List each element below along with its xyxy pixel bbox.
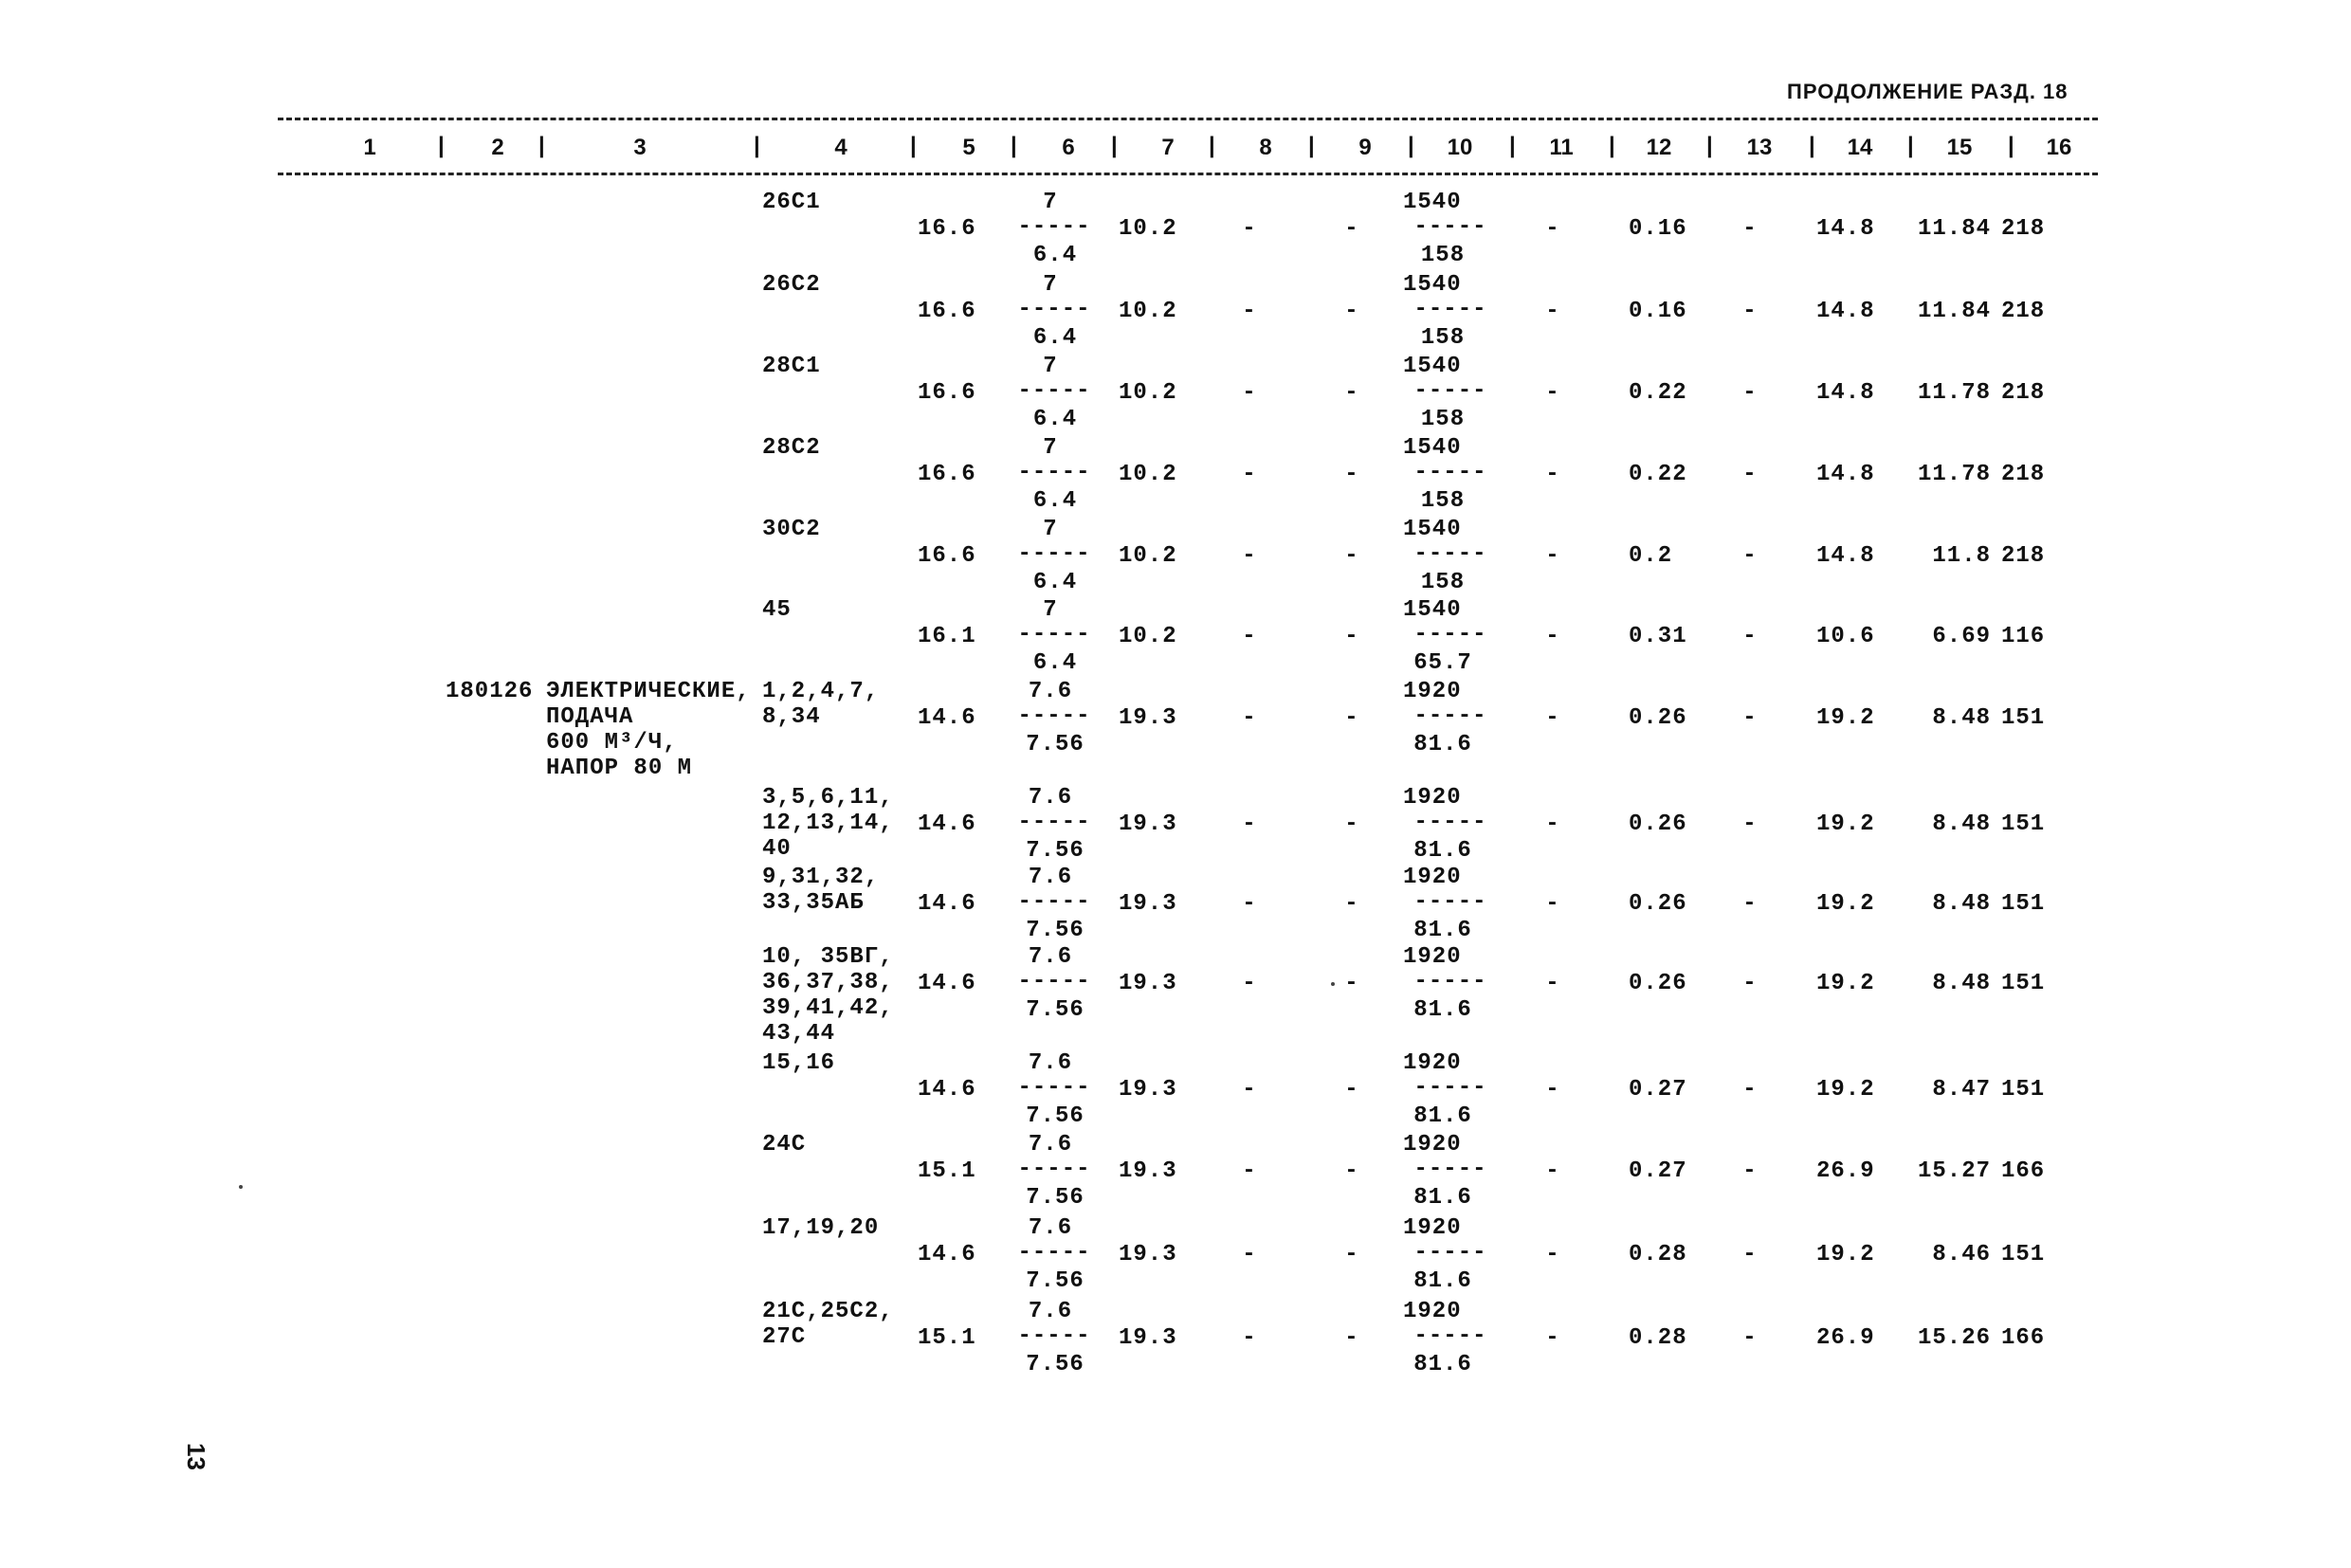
cell-col5: 14.6 (918, 1077, 976, 1103)
cell-col10-denominator: 81.6 (1413, 918, 1472, 943)
cell-col15: 15.26 (1917, 1325, 1991, 1351)
cell-col5: 14.6 (918, 891, 976, 917)
cell-col13: - (1742, 462, 1758, 487)
cell-col11: - (1545, 624, 1560, 649)
cell-col9: - (1344, 811, 1359, 837)
cell-item-numbers: 17,19,20 (762, 1215, 880, 1241)
cell-item-numbers: 10, 35ВГ, (762, 944, 894, 970)
column-separator: | (910, 133, 917, 158)
cell-col6-numerator: 7 (1043, 190, 1058, 215)
cell-item-numbers: 21С,25С2, (762, 1299, 894, 1324)
cell-col15: 11.78 (1917, 462, 1991, 487)
cell-col6-numerator: 7.6 (1028, 1132, 1073, 1158)
cell-col10-denominator: 81.6 (1413, 997, 1472, 1023)
column-separator: | (1111, 133, 1118, 158)
cell-col16: 218 (2001, 543, 2046, 569)
cell-col6-denominator: 6.4 (1032, 650, 1078, 676)
cell-col6-fraction-line: ----- (1017, 214, 1091, 240)
header-top-rule (278, 118, 2098, 120)
group-name-line: ПОДАЧА (546, 704, 634, 730)
cell-col10-denominator: 65.7 (1413, 650, 1472, 676)
cell-item-numbers: 24С (762, 1132, 807, 1158)
cell-col6-denominator: 7.56 (1026, 1103, 1084, 1129)
page-number: 13 (182, 1443, 210, 1470)
cell-col6-denominator: 6.4 (1032, 243, 1078, 268)
cell-col10-denominator: 158 (1420, 570, 1466, 595)
cell-col6-denominator: 7.56 (1026, 997, 1084, 1023)
column-separator: | (438, 133, 445, 158)
cell-col6-fraction-line: ----- (1017, 1157, 1091, 1182)
cell-col7: 19.3 (1119, 891, 1177, 917)
cell-col15: 15.27 (1917, 1158, 1991, 1184)
cell-item-numbers: 36,37,38, (762, 970, 894, 995)
cell-col9: - (1344, 380, 1359, 406)
cell-col16: 218 (2001, 380, 2046, 406)
column-separator: | (538, 133, 545, 158)
cell-col7: 19.3 (1119, 811, 1177, 837)
cell-col11: - (1545, 543, 1560, 569)
cell-col10-fraction-line: ----- (1413, 703, 1487, 729)
cell-col9: - (1344, 1158, 1359, 1184)
cell-col7: 10.2 (1119, 299, 1177, 324)
cell-col8: - (1242, 216, 1257, 242)
cell-col6-fraction-line: ----- (1017, 810, 1091, 835)
cell-col10-fraction-line: ----- (1413, 1075, 1487, 1101)
cell-col10-denominator: 81.6 (1413, 1103, 1472, 1129)
cell-col13: - (1742, 811, 1758, 837)
cell-col6-fraction-line: ----- (1017, 297, 1091, 322)
cell-col11: - (1545, 811, 1560, 837)
cell-col12: 0.27 (1629, 1077, 1687, 1103)
column-header-row (0, 135, 2351, 163)
cell-item-numbers: 28С2 (762, 435, 821, 461)
column-separator: | (2008, 133, 2014, 158)
cell-col6-denominator: 7.56 (1026, 732, 1084, 757)
cell-col6-fraction-line: ----- (1017, 969, 1091, 994)
cell-col5: 16.6 (918, 216, 976, 242)
cell-col7: 19.3 (1119, 1325, 1177, 1351)
cell-col10-numerator: 1540 (1403, 597, 1462, 623)
cell-col13: - (1742, 705, 1758, 731)
cell-col12: 0.26 (1629, 891, 1687, 917)
cell-item-numbers: 12,13,14, (762, 811, 894, 836)
column-number: 10 (1447, 135, 1473, 160)
cell-col13: - (1742, 624, 1758, 649)
cell-col13: - (1742, 1242, 1758, 1267)
cell-col13: - (1742, 380, 1758, 406)
cell-col10-numerator: 1540 (1403, 354, 1462, 379)
cell-col12: 0.22 (1629, 462, 1687, 487)
cell-item-numbers: 30С2 (762, 517, 821, 542)
column-number: 5 (962, 135, 975, 160)
cell-col15: 11.78 (1917, 380, 1991, 406)
cell-item-numbers: 15,16 (762, 1050, 836, 1076)
cell-col10-numerator: 1540 (1403, 190, 1462, 215)
cell-col14: 19.2 (1816, 1077, 1875, 1103)
cell-col7: 10.2 (1119, 216, 1177, 242)
cell-item-numbers: 40 (762, 836, 792, 862)
cell-item-numbers: 3,5,6,11, (762, 785, 894, 811)
group-code: 180126 (446, 679, 534, 704)
cell-col16: 151 (2001, 1077, 2046, 1103)
cell-col6-denominator: 7.56 (1026, 1352, 1084, 1377)
cell-col11: - (1545, 380, 1560, 406)
cell-col6-numerator: 7.6 (1028, 679, 1073, 704)
column-number: 11 (1549, 135, 1574, 160)
cell-col16: 218 (2001, 462, 2046, 487)
cell-col16: 151 (2001, 1242, 2046, 1267)
cell-col15: 8.48 (1932, 705, 1991, 731)
cell-col11: - (1545, 216, 1560, 242)
cell-col7: 19.3 (1119, 1158, 1177, 1184)
cell-col10-denominator: 81.6 (1413, 1352, 1472, 1377)
cell-col5: 15.1 (918, 1158, 976, 1184)
column-separator: | (1509, 133, 1516, 158)
cell-item-numbers: 26С2 (762, 272, 821, 298)
cell-col9: - (1344, 971, 1359, 996)
cell-col14: 19.2 (1816, 1242, 1875, 1267)
cell-col15: 8.48 (1932, 891, 1991, 917)
cell-col10-fraction-line: ----- (1413, 1323, 1487, 1349)
cell-col9: - (1344, 216, 1359, 242)
cell-col5: 16.6 (918, 543, 976, 569)
cell-col15: 11.84 (1917, 216, 1991, 242)
cell-col8: - (1242, 462, 1257, 487)
cell-col6-fraction-line: ----- (1017, 622, 1091, 647)
cell-col10-denominator: 81.6 (1413, 838, 1472, 864)
cell-col10-fraction-line: ----- (1413, 1157, 1487, 1182)
cell-col9: - (1344, 1077, 1359, 1103)
cell-col16: 151 (2001, 811, 2046, 837)
cell-col11: - (1545, 462, 1560, 487)
cell-col8: - (1242, 891, 1257, 917)
cell-col10-numerator: 1920 (1403, 1132, 1462, 1158)
column-number: 13 (1746, 135, 1773, 160)
cell-col7: 10.2 (1119, 462, 1177, 487)
cell-col14: 10.6 (1816, 624, 1875, 649)
cell-col10-fraction-line: ----- (1413, 889, 1487, 915)
cell-col6-denominator: 7.56 (1026, 1268, 1084, 1294)
cell-col10-numerator: 1920 (1403, 679, 1462, 704)
cell-col7: 10.2 (1119, 380, 1177, 406)
cell-col16: 218 (2001, 216, 2046, 242)
cell-col7: 19.3 (1119, 1077, 1177, 1103)
cell-col9: - (1344, 543, 1359, 569)
cell-col9: - (1344, 891, 1359, 917)
cell-col13: - (1742, 543, 1758, 569)
cell-col10-denominator: 81.6 (1413, 1268, 1472, 1294)
cell-col8: - (1242, 705, 1257, 731)
cell-col16: 166 (2001, 1158, 2046, 1184)
column-separator: | (1706, 133, 1713, 158)
cell-col14: 26.9 (1816, 1158, 1875, 1184)
cell-col10-numerator: 1920 (1403, 1215, 1462, 1241)
cell-col8: - (1242, 380, 1257, 406)
cell-col12: 0.26 (1629, 971, 1687, 996)
cell-col12: 0.16 (1629, 299, 1687, 324)
cell-col5: 14.6 (918, 705, 976, 731)
cell-col6-numerator: 7 (1043, 435, 1058, 461)
header-bottom-rule (278, 173, 2098, 175)
cell-col10-fraction-line: ----- (1413, 460, 1487, 485)
cell-col10-fraction-line: ----- (1413, 969, 1487, 994)
column-number: 4 (834, 135, 847, 160)
cell-col14: 14.8 (1816, 462, 1875, 487)
column-separator: | (1011, 133, 1017, 158)
cell-col11: - (1545, 971, 1560, 996)
cell-col6-numerator: 7.6 (1028, 1050, 1073, 1076)
cell-col6-denominator: 6.4 (1032, 570, 1078, 595)
column-separator: | (1609, 133, 1615, 158)
cell-col6-fraction-line: ----- (1017, 1323, 1091, 1349)
cell-col8: - (1242, 624, 1257, 649)
cell-col10-fraction-line: ----- (1413, 1240, 1487, 1266)
column-separator: | (1308, 133, 1315, 158)
continuation-heading: ПРОДОЛЖЕНИЕ РАЗД. 18 (1787, 80, 2069, 103)
cell-col10-numerator: 1540 (1403, 517, 1462, 542)
cell-col13: - (1742, 216, 1758, 242)
cell-col7: 10.2 (1119, 543, 1177, 569)
cell-col5: 14.6 (918, 1242, 976, 1267)
cell-col11: - (1545, 1158, 1560, 1184)
cell-col10-fraction-line: ----- (1413, 214, 1487, 240)
column-separator: | (754, 133, 760, 158)
cell-col9: - (1344, 299, 1359, 324)
cell-item-numbers: 28С1 (762, 354, 821, 379)
cell-col12: 0.27 (1629, 1158, 1687, 1184)
cell-col10-numerator: 1920 (1403, 1299, 1462, 1324)
column-number: 2 (491, 135, 504, 160)
cell-col15: 8.47 (1932, 1077, 1991, 1103)
cell-col13: - (1742, 971, 1758, 996)
cell-col13: - (1742, 1077, 1758, 1103)
cell-col10-fraction-line: ----- (1413, 541, 1487, 567)
cell-col10-denominator: 158 (1420, 325, 1466, 351)
column-separator: | (1907, 133, 1914, 158)
column-number: 3 (633, 135, 647, 160)
cell-col6-denominator: 6.4 (1032, 407, 1078, 432)
cell-col6-denominator: 6.4 (1032, 325, 1078, 351)
cell-col14: 14.8 (1816, 216, 1875, 242)
cell-col6-fraction-line: ----- (1017, 703, 1091, 729)
cell-col7: 19.3 (1119, 1242, 1177, 1267)
cell-col10-numerator: 1920 (1403, 865, 1462, 890)
cell-item-numbers: 27С (762, 1324, 807, 1350)
cell-col6-denominator: 6.4 (1032, 488, 1078, 514)
cell-col15: 8.48 (1932, 811, 1991, 837)
cell-col5: 16.6 (918, 299, 976, 324)
cell-item-numbers: 9,31,32, (762, 865, 880, 890)
cell-item-numbers: 43,44 (762, 1021, 836, 1047)
cell-col12: 0.26 (1629, 811, 1687, 837)
cell-col10-denominator: 158 (1420, 243, 1466, 268)
cell-item-numbers: 33,35АБ (762, 890, 865, 916)
cell-col5: 16.6 (918, 462, 976, 487)
cell-item-numbers: 26С1 (762, 190, 821, 215)
cell-col6-numerator: 7.6 (1028, 944, 1073, 970)
cell-col11: - (1545, 891, 1560, 917)
cell-col10-denominator: 81.6 (1413, 1185, 1472, 1211)
column-number: 12 (1646, 135, 1672, 160)
cell-col16: 151 (2001, 971, 2046, 996)
cell-col6-numerator: 7 (1043, 272, 1058, 298)
cell-item-numbers: 1,2,4,7, (762, 679, 880, 704)
cell-col5: 16.6 (918, 380, 976, 406)
column-number: 8 (1259, 135, 1272, 160)
cell-col14: 26.9 (1816, 1325, 1875, 1351)
cell-col14: 14.8 (1816, 543, 1875, 569)
cell-col13: - (1742, 299, 1758, 324)
column-number: 9 (1358, 135, 1372, 160)
cell-col6-fraction-line: ----- (1017, 1240, 1091, 1266)
cell-col5: 15.1 (918, 1325, 976, 1351)
cell-col10-numerator: 1540 (1403, 435, 1462, 461)
cell-col10-denominator: 158 (1420, 488, 1466, 514)
cell-col6-numerator: 7.6 (1028, 1299, 1073, 1324)
scan-speck (1331, 982, 1335, 986)
cell-col8: - (1242, 1158, 1257, 1184)
cell-col5: 14.6 (918, 811, 976, 837)
cell-col7: 19.3 (1119, 705, 1177, 731)
cell-item-numbers: 8,34 (762, 704, 821, 730)
cell-item-numbers: 45 (762, 597, 792, 623)
cell-col10-denominator: 158 (1420, 407, 1466, 432)
cell-col8: - (1242, 1077, 1257, 1103)
cell-col11: - (1545, 705, 1560, 731)
column-number: 6 (1062, 135, 1075, 160)
cell-col6-denominator: 7.56 (1026, 838, 1084, 864)
cell-col8: - (1242, 1242, 1257, 1267)
cell-col10-numerator: 1540 (1403, 272, 1462, 298)
cell-col9: - (1344, 624, 1359, 649)
cell-col6-numerator: 7 (1043, 597, 1058, 623)
cell-col10-fraction-line: ----- (1413, 622, 1487, 647)
group-name-line: 600 М³/Ч, (546, 730, 678, 756)
cell-col8: - (1242, 811, 1257, 837)
cell-col6-denominator: 7.56 (1026, 1185, 1084, 1211)
cell-col6-numerator: 7.6 (1028, 1215, 1073, 1241)
cell-col16: 218 (2001, 299, 2046, 324)
cell-col12: 0.26 (1629, 705, 1687, 731)
column-separator: | (1209, 133, 1215, 158)
cell-col16: 166 (2001, 1325, 2046, 1351)
cell-col11: - (1545, 1242, 1560, 1267)
scan-speck (239, 1185, 243, 1189)
column-separator: | (1809, 133, 1815, 158)
cell-col6-fraction-line: ----- (1017, 541, 1091, 567)
cell-col12: 0.28 (1629, 1325, 1687, 1351)
cell-col12: 0.22 (1629, 380, 1687, 406)
cell-col14: 19.2 (1816, 811, 1875, 837)
cell-col9: - (1344, 1242, 1359, 1267)
cell-col14: 19.2 (1816, 971, 1875, 996)
cell-col6-numerator: 7.6 (1028, 785, 1073, 811)
cell-col10-numerator: 1920 (1403, 1050, 1462, 1076)
cell-col6-fraction-line: ----- (1017, 1075, 1091, 1101)
group-name-line: НАПОР 80 М (546, 756, 693, 781)
cell-col10-fraction-line: ----- (1413, 378, 1487, 404)
cell-col16: 116 (2001, 624, 2046, 649)
cell-col10-fraction-line: ----- (1413, 297, 1487, 322)
cell-col12: 0.16 (1629, 216, 1687, 242)
column-number: 15 (1946, 135, 1973, 160)
column-number: 14 (1847, 135, 1873, 160)
cell-col11: - (1545, 1325, 1560, 1351)
cell-col6-denominator: 7.56 (1026, 918, 1084, 943)
cell-col16: 151 (2001, 891, 2046, 917)
cell-col12: 0.2 (1629, 543, 1673, 569)
cell-col16: 151 (2001, 705, 2046, 731)
cell-col8: - (1242, 543, 1257, 569)
cell-col13: - (1742, 1158, 1758, 1184)
cell-col14: 19.2 (1816, 705, 1875, 731)
cell-col5: 14.6 (918, 971, 976, 996)
cell-col6-numerator: 7.6 (1028, 865, 1073, 890)
cell-col6-numerator: 7 (1043, 517, 1058, 542)
cell-col11: - (1545, 299, 1560, 324)
cell-col7: 19.3 (1119, 971, 1177, 996)
cell-col14: 19.2 (1816, 891, 1875, 917)
cell-col8: - (1242, 1325, 1257, 1351)
cell-col6-numerator: 7 (1043, 354, 1058, 379)
cell-item-numbers: 39,41,42, (762, 995, 894, 1021)
cell-col6-fraction-line: ----- (1017, 889, 1091, 915)
cell-col10-denominator: 81.6 (1413, 732, 1472, 757)
cell-col10-numerator: 1920 (1403, 944, 1462, 970)
column-separator: | (1408, 133, 1414, 158)
cell-col11: - (1545, 1077, 1560, 1103)
cell-col6-fraction-line: ----- (1017, 460, 1091, 485)
cell-col15: 6.69 (1932, 624, 1991, 649)
cell-col10-numerator: 1920 (1403, 785, 1462, 811)
cell-col15: 8.46 (1932, 1242, 1991, 1267)
cell-col9: - (1344, 462, 1359, 487)
group-name-line: ЭЛЕКТРИЧЕСКИЕ, (546, 679, 751, 704)
cell-col9: - (1344, 1325, 1359, 1351)
cell-col14: 14.8 (1816, 380, 1875, 406)
cell-col6-fraction-line: ----- (1017, 378, 1091, 404)
cell-col10-fraction-line: ----- (1413, 810, 1487, 835)
cell-col15: 8.48 (1932, 971, 1991, 996)
cell-col15: 11.84 (1917, 299, 1991, 324)
cell-col8: - (1242, 299, 1257, 324)
cell-col13: - (1742, 891, 1758, 917)
cell-col12: 0.31 (1629, 624, 1687, 649)
cell-col15: 11.8 (1932, 543, 1991, 569)
cell-col9: - (1344, 705, 1359, 731)
column-number: 7 (1161, 135, 1175, 160)
cell-col13: - (1742, 1325, 1758, 1351)
column-number: 16 (2046, 135, 2072, 160)
cell-col7: 10.2 (1119, 624, 1177, 649)
cell-col8: - (1242, 971, 1257, 996)
cell-col14: 14.8 (1816, 299, 1875, 324)
cell-col12: 0.28 (1629, 1242, 1687, 1267)
column-number: 1 (363, 135, 376, 160)
cell-col5: 16.1 (918, 624, 976, 649)
